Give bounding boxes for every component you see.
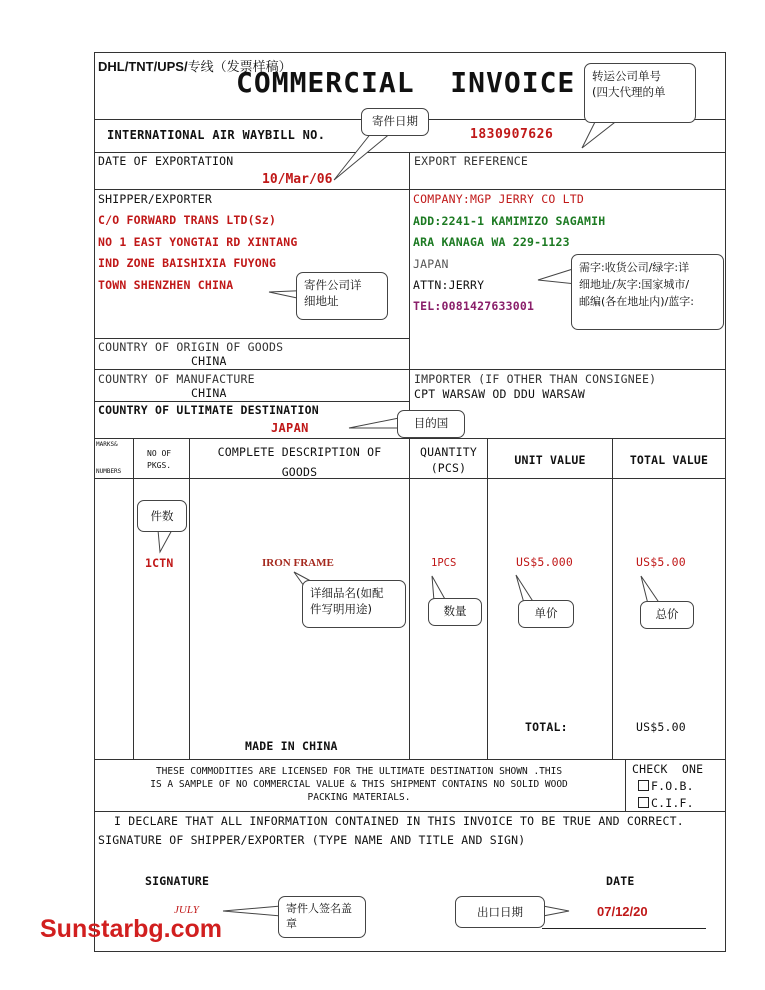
- consignee-tel: TEL:0081427633001: [413, 299, 535, 313]
- col-total-value-header: TOTAL VALUE: [629, 453, 709, 467]
- pointer-destination: [349, 418, 399, 428]
- date-label: DATE: [606, 874, 635, 888]
- col-marks-line-2: NUMBERS: [96, 468, 122, 475]
- note-export-date: 出口日期: [455, 896, 545, 928]
- consignee-address-2: ARA KANAGA WA 229-1123: [413, 235, 570, 249]
- note-consignee-line-1: 需字:收货公司/绿字:详: [579, 261, 690, 274]
- note-signer-line-2: 章: [286, 917, 297, 930]
- note-unit-price: 单价: [518, 600, 574, 628]
- export-date-label: DATE OF EXPORTATION: [98, 154, 234, 168]
- note-goods: [302, 580, 406, 628]
- col-marks-line-1: MARKS&: [96, 441, 118, 448]
- shipper-label: SHIPPER/EXPORTER: [98, 192, 212, 206]
- col-qty-line-2: (PCS): [430, 461, 467, 475]
- row-total-value: US$5.00: [636, 555, 686, 569]
- made-in-china: MADE IN CHINA: [245, 739, 338, 753]
- signature-label: SIGNATURE: [145, 874, 210, 888]
- invoice-title: COMMERCIAL INVOICE: [236, 66, 576, 99]
- note-pieces: 件数: [137, 500, 187, 532]
- manufacture-label: COUNTRY OF MANUFACTURE: [98, 372, 255, 386]
- declaration-line-2: SIGNATURE OF SHIPPER/EXPORTER (TYPE NAME AND TITLE AND SIGN): [98, 833, 526, 847]
- shipper-line-3: IND ZONE BAISHIXIA FUYONG: [98, 256, 277, 270]
- license-line-1: THESE COMMODITIES ARE LICENSED FOR THE ULTIMATE DESTINATION SHOWN .THIS: [155, 766, 563, 777]
- carriers-text: DHL/TNT/UPS/: [98, 59, 188, 74]
- export-date-value: 10/Mar/06: [262, 172, 333, 187]
- note-quantity: 数量: [428, 598, 482, 626]
- declaration-line-1: I DECLARE THAT ALL INFORMATION CONTAINED IN THIS INVOICE TO BE TRUE AND CORRECT.: [114, 814, 684, 828]
- waybill-number: 1830907626: [470, 127, 554, 142]
- col-unit-value-header: UNIT VALUE: [514, 453, 586, 467]
- note-goods-line-2: 件写明用途): [310, 602, 372, 616]
- consignee-address-1: ADD:2241-1 KAMIMIZO SAGAMIH: [413, 214, 606, 228]
- row-unit-value: US$5.000: [516, 555, 573, 569]
- importer-label: IMPORTER (IF OTHER THAN CONSIGNEE): [414, 372, 657, 386]
- col-desc-line-2: GOODS: [281, 465, 318, 479]
- shipper-line-1: C/O FORWARD TRANS LTD(Sz): [98, 213, 277, 227]
- license-line-2: IS A SAMPLE OF NO COMMERCIAL VALUE & THIS SHIPMENT CONTAINS NO SOLID WOOD: [150, 779, 568, 790]
- row-pkgs: 1CTN: [145, 556, 174, 570]
- note-send-date: 寄件日期: [361, 108, 429, 136]
- consignee-company-text: COMPANY:MGP JERRY CO LTD: [413, 192, 584, 206]
- pointer-signer: [223, 906, 281, 916]
- origin-value: CHINA: [191, 354, 227, 368]
- consignee-country: JAPAN: [413, 257, 449, 271]
- row-description: IRON FRAME: [262, 557, 334, 569]
- pointer-total-price: [641, 576, 660, 604]
- note-consignee-line-3: 邮编(各在地址内)/蓝字:: [579, 295, 694, 308]
- shipper-line-4: TOWN SHENZHEN CHINA: [98, 278, 234, 292]
- total-value: US$5.00: [636, 720, 686, 734]
- date-value: 07/12/20: [597, 904, 648, 919]
- total-label: TOTAL:: [525, 720, 568, 734]
- note-total-price: 总价: [640, 601, 694, 629]
- col-pkgs-line-1: NO OF: [147, 449, 172, 458]
- destination-label: COUNTRY OF ULTIMATE DESTINATION: [98, 403, 319, 417]
- fob-label: F.O.B.: [651, 779, 694, 793]
- cif-label: C.I.F.: [651, 796, 694, 810]
- check-one-label: CHECK ONE: [632, 762, 704, 776]
- col-qty-line-1: QUANTITY: [420, 445, 477, 459]
- note-signer: [278, 896, 366, 938]
- row-quantity: 1PCS: [431, 557, 457, 569]
- note-goods-line-1: 详细品名(如配: [310, 586, 384, 600]
- pointer-export-date: [543, 906, 569, 916]
- shipper-line-2: NO 1 EAST YONGTAI RD XINTANG: [98, 235, 298, 249]
- note-signer-line-1: 寄件人签名盖: [286, 902, 352, 915]
- consignee-attn: ATTN:JERRY: [413, 278, 485, 292]
- pointer-unit-price: [516, 575, 534, 603]
- col-pkgs-line-2: PKGS.: [147, 461, 172, 470]
- col-desc-line-1: COMPLETE DESCRIPTION OF: [217, 445, 382, 459]
- pointer-pieces: [158, 530, 172, 552]
- signature-value: JULY: [174, 904, 199, 916]
- note-shipper-address-line-1: 寄件公司详: [304, 278, 362, 292]
- note-consignee: [571, 254, 724, 330]
- watermark: Sunstarbg.com: [40, 915, 222, 943]
- note-shipper-address-line-2: 细地址: [304, 294, 339, 308]
- export-reference-label: EXPORT REFERENCE: [414, 154, 528, 168]
- note-shipper-address: [296, 272, 388, 320]
- destination-value: JAPAN: [271, 421, 309, 435]
- manufacture-value: CHINA: [191, 386, 227, 400]
- pointer-send-date: [334, 132, 392, 180]
- importer-value: CPT WARSAW OD DDU WARSAW: [414, 387, 585, 401]
- note-destination: 目的国: [397, 410, 465, 438]
- note-waybill: [584, 63, 696, 123]
- origin-label: COUNTRY OF ORIGIN OF GOODS: [98, 340, 284, 354]
- note-waybill-line-2: (四大代理的单: [592, 85, 666, 99]
- note-consignee-line-2: 细地址/灰字:国家城市/: [579, 278, 690, 291]
- note-waybill-line-1: 转运公司单号: [592, 69, 661, 83]
- waybill-label: INTERNATIONAL AIR WAYBILL NO.: [107, 128, 326, 142]
- license-line-3: PACKING MATERIALS.: [307, 792, 411, 803]
- carriers-cn-text: 专线（发票样稿）: [187, 59, 292, 74]
